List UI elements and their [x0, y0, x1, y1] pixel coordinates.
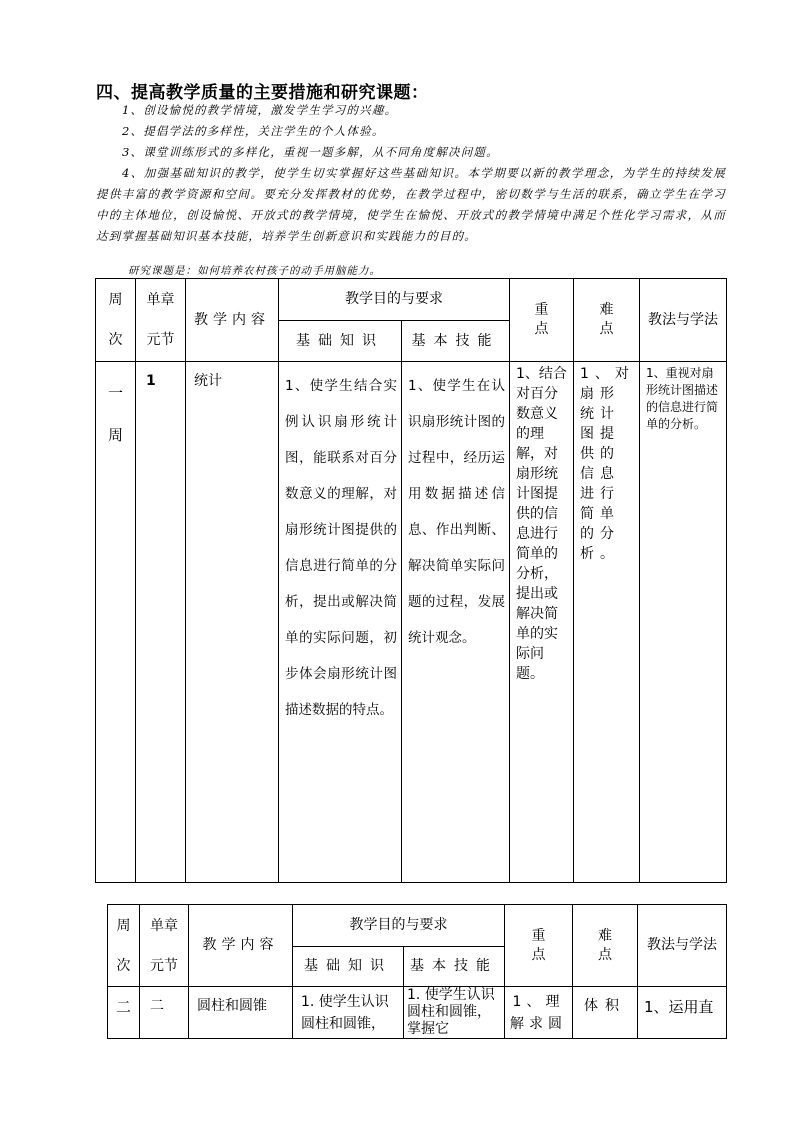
- key-points-header: 重点: [510, 279, 574, 362]
- measure-item: 4、加强基础知识的教学，使学生切实掌握好这些基础知识。本学期要以新的教学理念，为学生的持续发展提供丰富的教学资源和空间。要充分发挥教材的优势，在教学过程中，密切数学与生活的联系，确立学生在学习中的主体地位，创设愉悦、开放式的教学情境，使学生在愉悦、开放式的教学情境中满足个性化学习需求，从而达到掌握基础知识基本技能，培养学生创新意识和实践能力的目的。: [96, 166, 726, 243]
- teaching-plan-table-2: [107, 904, 727, 1039]
- unit-cell: 二: [140, 987, 189, 1039]
- measure-item: 2、提倡学法的多样性，关注学生的个人体验。: [122, 124, 385, 138]
- methods-header: 教法与学法: [638, 905, 727, 987]
- basic-knowledge-header: 基础知识: [279, 321, 402, 362]
- content-header: 教学内容: [186, 279, 279, 362]
- basic-knowledge-cell: 1、使学生结合实例认识扇形统计图，能联系对百分数意义的理解，对扇形统计图提供的信息进行简单的分析，提出或解决简单的实际问题，初步体会扇形统计图描述数据的特点。: [279, 362, 402, 883]
- basic-skills-header: 基本技能: [404, 947, 505, 987]
- basic-skills-cell: 1、使学生在认识扇形统计图的过程中，经历运用数据描述信息、作出判断、解决简单实际问题的过程，发展统计观念。: [402, 362, 510, 883]
- unit-header: 单章 元节: [140, 905, 189, 987]
- teaching-plan-table-1: [95, 278, 727, 883]
- goals-header: 教学目的与要求: [279, 279, 510, 321]
- difficulties-cell: 1、对扇形统计图提供的信息进行简单的分析。: [574, 362, 640, 883]
- unit-cell: 1: [136, 362, 186, 883]
- basic-skills-cell: 1. 使学生认识圆柱和圆锥，掌握它: [404, 987, 505, 1039]
- key-points-cell: 1、理解求圆: [505, 987, 573, 1039]
- difficulties-header: 难点: [574, 279, 640, 362]
- basic-skills-header: 基本技能: [402, 321, 510, 362]
- methods-cell: 1、重视对扇形统计图描述的信息进行简单的分析。: [640, 362, 727, 883]
- methods-header: 教法与学法: [640, 279, 727, 362]
- week-cell: 一 周: [96, 362, 136, 883]
- content-cell: 统计: [186, 362, 279, 883]
- goals-header: 教学目的与要求: [293, 905, 505, 947]
- content-cell: 圆柱和圆锥: [189, 987, 293, 1039]
- difficulties-header: 难点: [573, 905, 638, 987]
- content-header: 教学内容: [189, 905, 293, 987]
- research-topic: 研究课题是：如何培养农村孩子的动手用脑能力。: [128, 265, 381, 277]
- difficulties-cell: 体积: [573, 987, 638, 1039]
- section-heading: 四、提高教学质量的主要措施和研究课题：: [96, 83, 429, 103]
- key-points-header: 重点: [505, 905, 573, 987]
- unit-header: 单章 元节: [136, 279, 186, 362]
- week-header: 周 次: [96, 279, 136, 362]
- measure-item: 3、课堂训练形式的多样化，重视一题多解，从不同角度解决问题。: [122, 145, 499, 159]
- measures-list: [96, 100, 726, 247]
- basic-knowledge-cell: 1. 使学生认识圆柱和圆锥，: [293, 987, 404, 1039]
- week-header: 周 次: [108, 905, 140, 987]
- measure-item: 1、创设愉悦的教学情境，激发学生学习的兴趣。: [122, 103, 398, 117]
- key-points-cell: 1、结合对百分数意义的理解，对扇形统计图提供的信息进行简单的分析，提出或解决简单的实际问题。: [510, 362, 574, 883]
- methods-cell: 1、运用直: [638, 987, 727, 1039]
- basic-knowledge-header: 基础知识: [293, 947, 404, 987]
- week-cell: 二: [108, 987, 140, 1039]
